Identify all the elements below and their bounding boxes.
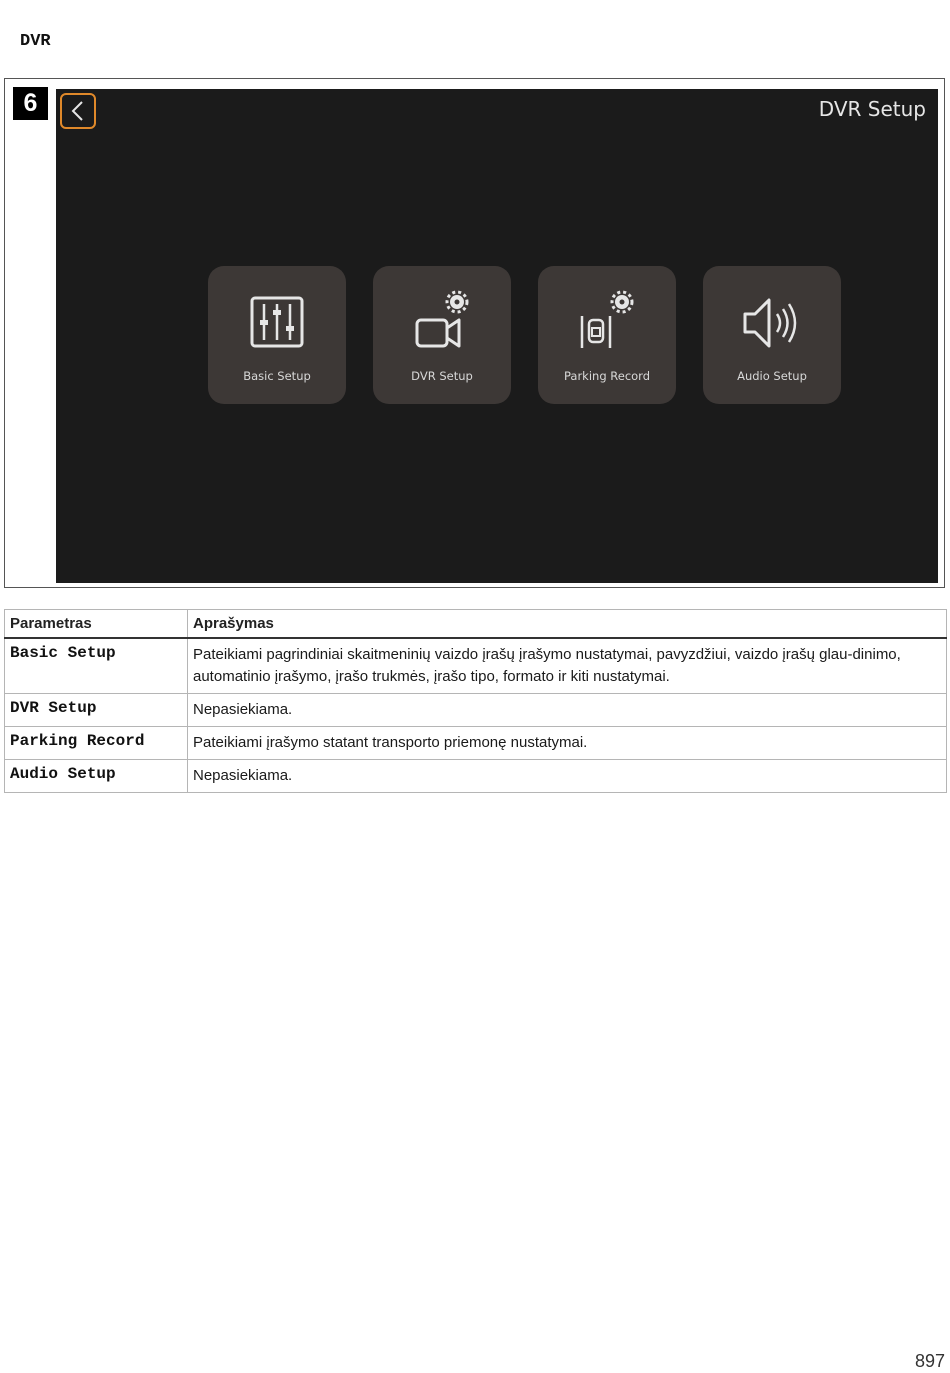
tile-label: Basic Setup: [243, 369, 311, 383]
parameters-table: [4, 609, 947, 793]
table-row: [5, 694, 947, 727]
figure-screenshot: [4, 78, 945, 588]
table-row: [5, 638, 947, 694]
param-name: Parking Record: [5, 727, 188, 760]
column-header-description: Aprašymas: [188, 610, 947, 639]
dvr-screen: [56, 89, 938, 583]
tile-label: Parking Record: [563, 369, 651, 383]
tile-label: DVR Setup: [411, 369, 473, 383]
sliders-icon: [242, 290, 312, 356]
dvr-setup-tile[interactable]: [373, 266, 511, 404]
tile-label: Audio Setup: [737, 369, 807, 383]
audio-setup-tile[interactable]: [703, 266, 841, 404]
setup-tiles: [208, 266, 841, 404]
column-header-parameter: Parametras: [5, 610, 188, 639]
table-header-row: [5, 610, 947, 639]
table-row: [5, 760, 947, 793]
speaker-icon: [737, 290, 807, 356]
back-arrow-icon: [68, 99, 88, 123]
param-description: Nepasiekiama.: [188, 760, 947, 793]
param-name: Audio Setup: [5, 760, 188, 793]
param-description: Nepasiekiama.: [188, 694, 947, 727]
page-number: 897: [914, 1351, 945, 1371]
parking-camera-gear-icon: [572, 290, 642, 356]
table-row: [5, 727, 947, 760]
param-name: DVR Setup: [5, 694, 188, 727]
back-button[interactable]: [60, 93, 96, 129]
param-description: Pateikiami pagrindiniai skaitmeninių vaizdo įrašų įrašymo nustatymai, pavyzdžiui, vaizdo įrašų glau-dinimo, automatinio įrašymo, įrašo trukmės, įrašo tipo, formato ir kiti nustatymai.: [188, 638, 947, 694]
section-title: DVR: [20, 32, 51, 51]
parking-record-tile[interactable]: [538, 266, 676, 404]
param-name: Basic Setup: [5, 638, 188, 694]
param-description: Pateikiami įrašymo statant transporto priemonę nustatymai.: [188, 727, 947, 760]
screen-title: DVR Setup: [818, 97, 926, 121]
camera-gear-icon: [407, 290, 477, 356]
basic-setup-tile[interactable]: [208, 266, 346, 404]
step-badge: 6: [13, 87, 48, 120]
